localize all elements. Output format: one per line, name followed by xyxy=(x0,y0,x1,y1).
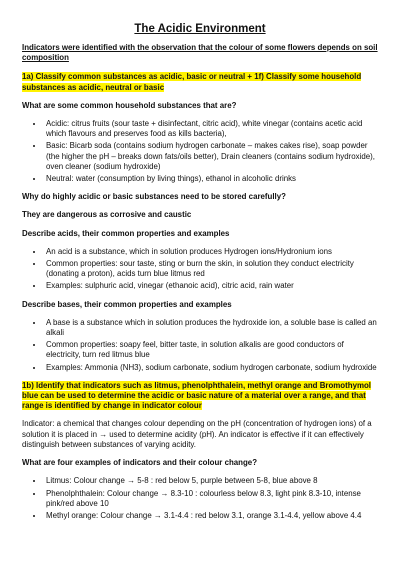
highlighted-heading-2: 1b) Identify that indicators such as litmus, phenolphthalein, methyl orange and Bromothymol blue can be used to determine the acidic or basic nature of a material over a range, and that range is identified by change in indicator colour xyxy=(22,380,371,411)
list-item: • A base is a substance which in solution produces the hydroxide ion, a soluble base is called an alkali xyxy=(44,318,378,338)
base-list xyxy=(22,318,378,373)
list-item: • Phenolphthalein: Colour change → 8.3-10 : colourless below 8.3, light pink 8.3-10, intense pink/red above 10 xyxy=(44,489,378,509)
question-household: What are some common household substances that are? xyxy=(22,100,237,110)
question-examples: What are four examples of indicators and their colour change? xyxy=(22,458,258,468)
page-title: The Acidic Environment xyxy=(134,23,266,35)
list-item: • Common properties: soapy feel, bitter taste, in solution alkalis are good conductors of electricity, turn red litmus blue xyxy=(44,340,378,360)
list-item: • Common properties: sour taste, sting or burn the skin, in solution they conduct electricity (donating a proton), acids turn blue litmus red xyxy=(44,259,378,279)
section-heading-2 xyxy=(22,381,378,412)
highlighted-heading-1: 1a) Classify common substances as acidic, basic or neutral + 1f) Classify some household substances as acidic, neutral or basic xyxy=(22,72,362,92)
list-item: • Neutral: water (consumption by living things), ethanol in alcoholic drinks xyxy=(44,174,378,184)
acid-list xyxy=(22,247,378,292)
answer-why-stored: They are dangerous as corrosive and caustic xyxy=(22,210,192,220)
household-list xyxy=(22,119,378,184)
indicator-definition: Indicator: a chemical that changes colour depending on the pH (concentration of hydrogen ions) of a solution it is placed in → used to determine acidity (pH). An indicator is effective if it can effectively distinguish between substances of varying acidity. xyxy=(22,419,372,449)
question-bases: Describe bases, their common properties and examples xyxy=(22,299,232,309)
list-item: • Acidic: citrus fruits (sour taste + disinfectant, citric acid), white vinegar (contains acetic acid which flavours and preserves food as kills bacteria), xyxy=(44,119,378,139)
question-why-stored: Why do highly acidic or basic substances need to be stored carefully? xyxy=(22,192,286,202)
list-item: • An acid is a substance, which in solution produces Hydrogen ions/Hydronium ions xyxy=(44,247,378,257)
section-heading-1 xyxy=(22,72,378,92)
list-item: • Litmus: Colour change → 5-8 : red below 5, purple between 5-8, blue above 8 xyxy=(44,476,378,486)
list-item: • Examples: Ammonia (NH3), sodium carbonate, sodium hydrogen carbonate, sodium hydroxide xyxy=(44,363,378,373)
list-item: • Basic: Bicarb soda (contains sodium hydrogen carbonate – makes cakes rise), soap powder (the higher the pH – breaks down fats/oils better), Drain cleaners (contains sodium hydroxide), oven cleaner (sodium hydroxide) xyxy=(44,141,378,172)
question-acids: Describe acids, their common properties and examples xyxy=(22,228,230,238)
indicator-list xyxy=(22,476,378,521)
list-item: • Methyl orange: Colour change → 3.1-4.4 : red below 3.1, orange 3.1-4.4, yellow above 4.4 xyxy=(44,511,378,521)
intro-statement: Indicators were identified with the observation that the colour of some flowers depends on soil composition xyxy=(22,43,378,63)
list-item: • Examples: sulphuric acid, vinegar (ethanoic acid), citric acid, rain water xyxy=(44,281,378,291)
